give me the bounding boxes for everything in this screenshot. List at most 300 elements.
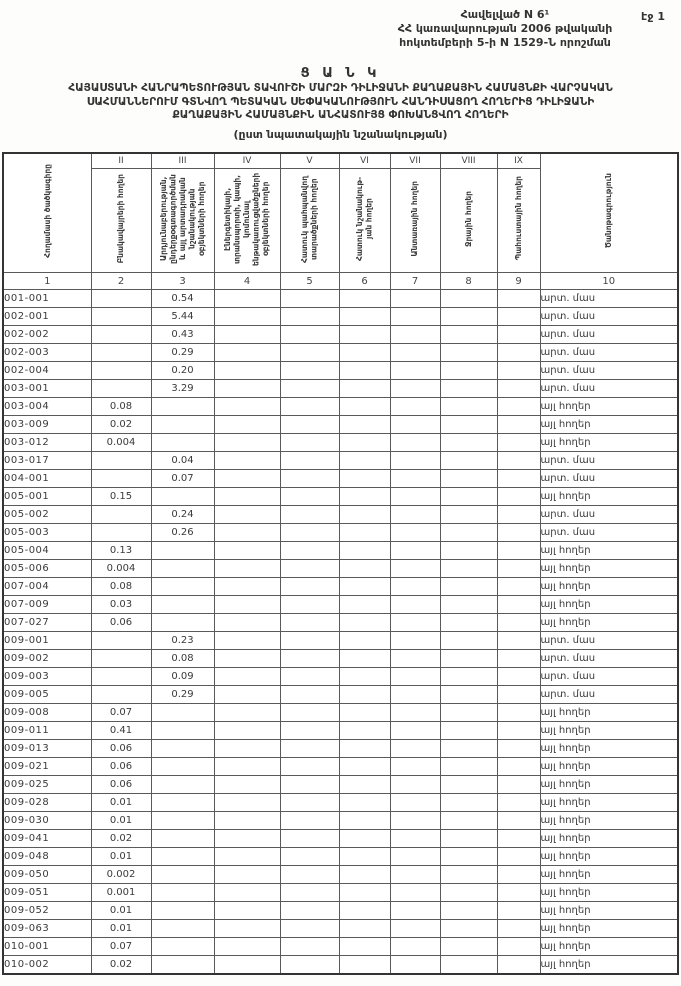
- column-header-9: [497, 169, 540, 273]
- column-number: 8: [440, 273, 497, 290]
- area-value: [280, 884, 339, 902]
- parcel-code: 004-001: [3, 470, 91, 488]
- area-value: [280, 866, 339, 884]
- remark: այլ հողեր: [540, 704, 678, 722]
- area-value: 0.08: [91, 578, 151, 596]
- area-value: [440, 452, 497, 470]
- area-value: [497, 290, 540, 308]
- area-value: [151, 578, 214, 596]
- area-value: 0.001: [91, 884, 151, 902]
- table-row: [3, 596, 678, 614]
- remark: արտ. մաս: [540, 524, 678, 542]
- column-header-10: [540, 153, 678, 273]
- remark: արտ. մաս: [540, 344, 678, 362]
- table-row: [3, 830, 678, 848]
- area-value: [280, 776, 339, 794]
- parcel-code: 003-017: [3, 452, 91, 470]
- area-value: [339, 884, 390, 902]
- remark: այլ հողեր: [540, 758, 678, 776]
- remark: արտ. մաս: [540, 470, 678, 488]
- column-header-text: Հողամասի ծածկագիրը: [42, 164, 52, 258]
- table-row: [3, 578, 678, 596]
- parcel-code: 007-009: [3, 596, 91, 614]
- area-value: [440, 794, 497, 812]
- roman-numeral-IX: IX: [497, 153, 540, 169]
- area-value: [497, 578, 540, 596]
- area-value: [280, 596, 339, 614]
- area-value: [497, 596, 540, 614]
- parcel-code: 009-030: [3, 812, 91, 830]
- area-value: [440, 848, 497, 866]
- table-row: [3, 902, 678, 920]
- area-value: 0.43: [151, 326, 214, 344]
- area-value: [339, 668, 390, 686]
- area-value: [440, 596, 497, 614]
- area-value: 0.004: [91, 560, 151, 578]
- area-value: [440, 740, 497, 758]
- area-value: 0.04: [151, 452, 214, 470]
- table-row: [3, 560, 678, 578]
- area-value: [339, 542, 390, 560]
- area-value: [390, 542, 440, 560]
- area-value: [339, 740, 390, 758]
- area-value: [151, 704, 214, 722]
- appendix-line-1: Հավելված N 6¹: [460, 8, 550, 21]
- remark: արտ. մաս: [540, 668, 678, 686]
- column-number: 2: [91, 273, 151, 290]
- area-value: [339, 326, 390, 344]
- parcel-code: 002-004: [3, 362, 91, 380]
- area-value: [339, 380, 390, 398]
- area-value: [280, 326, 339, 344]
- area-value: [339, 830, 390, 848]
- parcel-code: 009-041: [3, 830, 91, 848]
- area-value: [280, 812, 339, 830]
- area-value: [390, 794, 440, 812]
- table-head: [3, 153, 678, 290]
- area-value: [339, 578, 390, 596]
- parcel-code: 009-008: [3, 704, 91, 722]
- area-value: [151, 884, 214, 902]
- area-value: [497, 866, 540, 884]
- area-value: [339, 290, 390, 308]
- column-header-2: [91, 169, 151, 273]
- area-value: [440, 758, 497, 776]
- area-value: [440, 776, 497, 794]
- roman-numeral-V: V: [280, 153, 339, 169]
- area-value: [339, 776, 390, 794]
- area-value: [339, 704, 390, 722]
- parcel-code: 003-001: [3, 380, 91, 398]
- area-value: [339, 614, 390, 632]
- area-value: [280, 416, 339, 434]
- title-line-1: ՀԱՅԱՍՏԱՆԻ ՀԱՆՐԱՊԵՏՈՒԹՅԱՆ ՏԱՎՈՒՇԻ ՄԱՐԶԻ ԴԻԼԻՋԱՆԻ ՔԱՂԱՔԱՅԻՆ ՀԱՄԱՅՆՔԻ ՎԱՐՉԱԿԱՆ: [68, 82, 613, 94]
- remark: արտ. մաս: [540, 380, 678, 398]
- area-value: [91, 650, 151, 668]
- area-value: [214, 596, 280, 614]
- area-value: [214, 632, 280, 650]
- area-value: [214, 650, 280, 668]
- remark: այլ հողեր: [540, 722, 678, 740]
- area-value: [214, 830, 280, 848]
- area-value: [151, 398, 214, 416]
- area-value: [390, 524, 440, 542]
- area-value: 0.01: [91, 902, 151, 920]
- parcel-code: 007-027: [3, 614, 91, 632]
- parcel-code: 002-002: [3, 326, 91, 344]
- area-value: [497, 740, 540, 758]
- area-value: 0.07: [91, 704, 151, 722]
- area-value: 0.41: [91, 722, 151, 740]
- area-value: [497, 812, 540, 830]
- area-value: [440, 722, 497, 740]
- area-value: [280, 452, 339, 470]
- remark: այլ հողեր: [540, 740, 678, 758]
- parcel-code: 003-012: [3, 434, 91, 452]
- table-row: [3, 740, 678, 758]
- area-value: [390, 920, 440, 938]
- area-value: [497, 506, 540, 524]
- area-value: [280, 344, 339, 362]
- column-number: 1: [3, 273, 91, 290]
- area-value: [497, 632, 540, 650]
- area-value: [339, 470, 390, 488]
- area-value: [339, 956, 390, 975]
- table-row: [3, 668, 678, 686]
- area-value: [214, 398, 280, 416]
- area-value: [440, 956, 497, 975]
- area-value: [390, 506, 440, 524]
- area-value: [390, 812, 440, 830]
- area-value: [390, 686, 440, 704]
- area-value: [440, 902, 497, 920]
- area-value: [440, 290, 497, 308]
- area-value: [440, 632, 497, 650]
- area-value: [151, 758, 214, 776]
- area-value: [440, 866, 497, 884]
- area-value: 0.07: [151, 470, 214, 488]
- parcel-code: 009-028: [3, 794, 91, 812]
- parcel-code: 005-006: [3, 560, 91, 578]
- remark: արտ. մաս: [540, 326, 678, 344]
- table-row: [3, 812, 678, 830]
- area-value: [339, 866, 390, 884]
- area-value: [497, 308, 540, 326]
- area-value: [390, 596, 440, 614]
- area-value: 0.02: [91, 830, 151, 848]
- area-value: [214, 902, 280, 920]
- remark: արտ. մաս: [540, 452, 678, 470]
- area-value: [151, 596, 214, 614]
- area-value: [151, 740, 214, 758]
- area-value: 5.44: [151, 308, 214, 326]
- area-value: [390, 884, 440, 902]
- area-value: [280, 560, 339, 578]
- roman-numeral-VI: VI: [339, 153, 390, 169]
- area-value: [390, 866, 440, 884]
- area-value: 0.03: [91, 596, 151, 614]
- area-value: [280, 758, 339, 776]
- area-value: [214, 956, 280, 975]
- area-value: [280, 488, 339, 506]
- area-value: [280, 434, 339, 452]
- area-value: [390, 668, 440, 686]
- parcel-code: 005-002: [3, 506, 91, 524]
- area-value: [440, 578, 497, 596]
- area-value: [280, 362, 339, 380]
- area-value: [151, 416, 214, 434]
- remark: այլ հողեր: [540, 578, 678, 596]
- remark: այլ հողեր: [540, 902, 678, 920]
- area-value: [214, 722, 280, 740]
- area-value: [497, 650, 540, 668]
- column-header-text: Ծանոթագրություն: [604, 173, 613, 249]
- table-row: [3, 506, 678, 524]
- area-value: [497, 758, 540, 776]
- table-row: [3, 344, 678, 362]
- area-value: [497, 668, 540, 686]
- area-value: [440, 506, 497, 524]
- area-value: [280, 506, 339, 524]
- area-value: [214, 560, 280, 578]
- table-row: [3, 920, 678, 938]
- area-value: [497, 398, 540, 416]
- area-value: [214, 794, 280, 812]
- area-value: [214, 884, 280, 902]
- table-row: [3, 848, 678, 866]
- table-row: [3, 884, 678, 902]
- table-row: [3, 542, 678, 560]
- area-value: [280, 686, 339, 704]
- column-number: 4: [214, 273, 280, 290]
- title-subtitle: (ըստ նպատակային նշանակության): [233, 127, 448, 141]
- area-value: [390, 956, 440, 975]
- area-value: [151, 830, 214, 848]
- area-value: [91, 668, 151, 686]
- area-value: [151, 434, 214, 452]
- area-value: [339, 902, 390, 920]
- parcel-code: 009-001: [3, 632, 91, 650]
- remark: այլ հողեր: [540, 542, 678, 560]
- area-value: [497, 380, 540, 398]
- roman-numeral-III: III: [151, 153, 214, 169]
- remark: արտ. մաս: [540, 308, 678, 326]
- column-number: 5: [280, 273, 339, 290]
- column-header-8: [440, 169, 497, 273]
- remark: այլ հողեր: [540, 812, 678, 830]
- area-value: [497, 524, 540, 542]
- appendix-line-3: հոկտեմբերի 5-ի N 1529-Ն որոշման: [399, 36, 611, 49]
- remark: այլ հողեր: [540, 938, 678, 956]
- area-value: [440, 326, 497, 344]
- area-value: [497, 416, 540, 434]
- area-value: [151, 560, 214, 578]
- area-value: [91, 362, 151, 380]
- area-value: [214, 416, 280, 434]
- remark: այլ հողեր: [540, 776, 678, 794]
- table-row: [3, 416, 678, 434]
- roman-numeral-VIII: VIII: [440, 153, 497, 169]
- column-header-text: Հատուկ պահպանվող տարածքների հողեր: [300, 174, 319, 263]
- area-value: [497, 614, 540, 632]
- column-header-4: [214, 169, 280, 273]
- area-value: [339, 506, 390, 524]
- remark: այլ հողեր: [540, 884, 678, 902]
- area-value: [280, 830, 339, 848]
- column-header-5: [280, 169, 339, 273]
- parcel-code: 009-005: [3, 686, 91, 704]
- parcel-code: 005-004: [3, 542, 91, 560]
- area-value: [339, 920, 390, 938]
- area-value: [339, 308, 390, 326]
- area-value: 0.01: [91, 794, 151, 812]
- table-row: [3, 308, 678, 326]
- area-value: [280, 848, 339, 866]
- area-value: [390, 740, 440, 758]
- table-row: [3, 794, 678, 812]
- remark: այլ հողեր: [540, 794, 678, 812]
- area-value: [280, 740, 339, 758]
- area-value: 0.06: [91, 740, 151, 758]
- area-value: 0.02: [91, 416, 151, 434]
- area-value: 0.06: [91, 614, 151, 632]
- area-value: [280, 290, 339, 308]
- area-value: [339, 344, 390, 362]
- area-value: [390, 308, 440, 326]
- area-value: 0.01: [91, 848, 151, 866]
- area-value: [91, 524, 151, 542]
- remark: արտ. մաս: [540, 290, 678, 308]
- parcel-code: 003-004: [3, 398, 91, 416]
- area-value: [390, 614, 440, 632]
- parcel-code: 010-002: [3, 956, 91, 975]
- area-value: [280, 668, 339, 686]
- area-value: [280, 704, 339, 722]
- column-header-7: [390, 169, 440, 273]
- area-value: [440, 362, 497, 380]
- area-value: [390, 848, 440, 866]
- area-value: 0.54: [151, 290, 214, 308]
- roman-numeral-II: II: [91, 153, 151, 169]
- area-value: [214, 668, 280, 686]
- column-header-text: Պահուստային հողեր: [513, 176, 523, 261]
- area-value: [440, 920, 497, 938]
- area-value: [280, 650, 339, 668]
- area-value: [214, 704, 280, 722]
- area-value: 0.06: [91, 776, 151, 794]
- area-value: [151, 794, 214, 812]
- area-value: [497, 452, 540, 470]
- parcel-code: 005-003: [3, 524, 91, 542]
- remark: արտ. մաս: [540, 632, 678, 650]
- column-number: 6: [339, 273, 390, 290]
- area-value: [390, 326, 440, 344]
- area-value: [440, 704, 497, 722]
- area-value: 0.29: [151, 686, 214, 704]
- column-number: 10: [540, 273, 678, 290]
- column-header-text: Հատուկ նշանակութ- յան հողեր: [355, 176, 374, 261]
- parcel-code: 002-001: [3, 308, 91, 326]
- area-value: [390, 830, 440, 848]
- area-value: [497, 956, 540, 975]
- roman-numeral-VII: VII: [390, 153, 440, 169]
- area-value: [214, 452, 280, 470]
- area-value: [214, 686, 280, 704]
- appendix-line-2: ՀՀ կառավարության 2006 թվականի: [397, 22, 613, 35]
- area-value: [91, 326, 151, 344]
- area-value: [339, 560, 390, 578]
- area-value: [497, 470, 540, 488]
- area-value: 0.002: [91, 866, 151, 884]
- column-header-text: Արդյունաբերության, ընդերքօգտագործման և այլ արտադրական նշանակության օբյեկտների հողեր: [158, 173, 206, 264]
- area-value: [440, 686, 497, 704]
- area-value: [214, 866, 280, 884]
- area-value: [280, 614, 339, 632]
- area-value: [214, 578, 280, 596]
- area-value: [214, 776, 280, 794]
- area-value: [151, 902, 214, 920]
- area-value: [214, 920, 280, 938]
- area-value: 0.01: [91, 812, 151, 830]
- area-value: [440, 830, 497, 848]
- table-row: [3, 956, 678, 975]
- area-value: [497, 938, 540, 956]
- area-value: 0.07: [91, 938, 151, 956]
- remark: արտ. մաս: [540, 362, 678, 380]
- area-value: [390, 470, 440, 488]
- area-value: [214, 848, 280, 866]
- remark: այլ հողեր: [540, 956, 678, 975]
- table-row: [3, 452, 678, 470]
- area-value: [440, 560, 497, 578]
- area-value: 0.02: [91, 956, 151, 975]
- area-value: [497, 920, 540, 938]
- area-value: 3.29: [151, 380, 214, 398]
- area-value: [214, 524, 280, 542]
- table-row: [3, 326, 678, 344]
- area-value: [390, 290, 440, 308]
- area-value: [339, 812, 390, 830]
- table-row: [3, 362, 678, 380]
- table-row: [3, 938, 678, 956]
- area-value: [280, 398, 339, 416]
- area-value: [151, 938, 214, 956]
- area-value: [390, 452, 440, 470]
- roman-numeral-IV: IV: [214, 153, 280, 169]
- parcel-code: 009-025: [3, 776, 91, 794]
- area-value: [214, 290, 280, 308]
- area-value: [339, 434, 390, 452]
- area-value: [280, 794, 339, 812]
- remark: այլ հողեր: [540, 614, 678, 632]
- parcel-code: 009-050: [3, 866, 91, 884]
- area-value: [440, 614, 497, 632]
- area-value: [214, 812, 280, 830]
- area-value: [390, 704, 440, 722]
- table-row: [3, 290, 678, 308]
- table-row: [3, 524, 678, 542]
- column-header-text: Ջրային հողեր: [463, 190, 473, 247]
- area-value: [497, 542, 540, 560]
- area-value: 0.004: [91, 434, 151, 452]
- area-value: [390, 380, 440, 398]
- parcel-code: 009-011: [3, 722, 91, 740]
- area-value: [440, 470, 497, 488]
- area-value: [151, 542, 214, 560]
- column-header-1: [3, 153, 91, 273]
- area-value: [339, 794, 390, 812]
- area-value: [497, 902, 540, 920]
